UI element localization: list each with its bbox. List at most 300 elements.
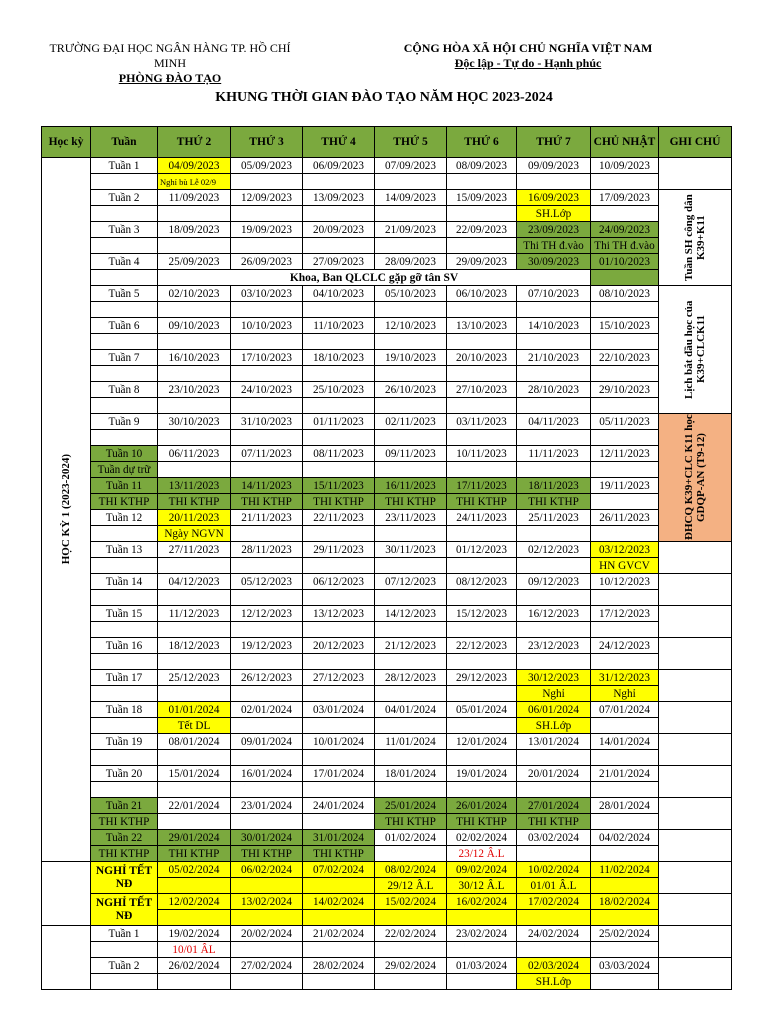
- table-subrow: [42, 462, 732, 478]
- sub-cell: [231, 878, 303, 894]
- date-cell: 20/10/2023: [447, 350, 517, 366]
- date-cell: 18/10/2023: [303, 350, 375, 366]
- sub-cell: [375, 590, 447, 606]
- date-cell: 06/11/2023: [158, 446, 231, 462]
- sub-cell: [158, 974, 231, 990]
- date-cell: 20/01/2024: [517, 766, 591, 782]
- date-cell: 03/03/2024: [591, 958, 659, 974]
- sub-cell: [303, 910, 375, 926]
- sub-cell: SH.Lớp: [517, 718, 591, 734]
- sub-cell: [375, 942, 447, 958]
- sub-cell: [303, 654, 375, 670]
- date-cell: 26/11/2023: [591, 510, 659, 526]
- week-label: Tuần 13: [91, 542, 158, 558]
- date-cell: 27/02/2024: [231, 958, 303, 974]
- date-cell: 10/12/2023: [591, 574, 659, 590]
- sub-cell: [591, 846, 659, 862]
- date-cell: 16/12/2023: [517, 606, 591, 622]
- note-cell: [659, 702, 732, 734]
- table-row: [42, 926, 732, 942]
- col-semester: Học kỳ: [42, 127, 91, 158]
- sub-cell: [447, 526, 517, 542]
- sub-cell: [231, 366, 303, 382]
- week-sub: THI KTHP: [91, 814, 158, 830]
- table-row: [42, 254, 732, 270]
- date-cell: 08/01/2024: [158, 734, 231, 750]
- note-cell: [659, 158, 732, 190]
- table-row: [42, 382, 732, 398]
- sub-cell: [303, 526, 375, 542]
- week-sub: [91, 334, 158, 350]
- sub-cell: [517, 366, 591, 382]
- sub-cell: [517, 942, 591, 958]
- date-cell: 05/10/2023: [375, 286, 447, 302]
- date-cell: 28/11/2023: [231, 542, 303, 558]
- date-cell: 26/10/2023: [375, 382, 447, 398]
- table-subrow: [42, 782, 732, 798]
- date-cell: 02/10/2023: [158, 286, 231, 302]
- sub-cell: THI KTHP: [303, 846, 375, 862]
- date-cell: 06/10/2023: [447, 286, 517, 302]
- sub-cell: [591, 526, 659, 542]
- table-subrow: [42, 558, 732, 574]
- week-sub: [91, 238, 158, 254]
- date-cell: 07/10/2023: [517, 286, 591, 302]
- col-mon: THỨ 2: [158, 127, 231, 158]
- date-cell: 06/01/2024: [517, 702, 591, 718]
- sub-cell: [303, 622, 375, 638]
- sub-cell: [303, 238, 375, 254]
- date-cell: 04/09/2023: [158, 158, 231, 174]
- date-cell: 08/12/2023: [447, 574, 517, 590]
- sub-cell: [158, 302, 231, 318]
- week-label: Tuần 16: [91, 638, 158, 654]
- table-row: [42, 158, 732, 174]
- sub-cell: [517, 462, 591, 478]
- date-cell: 07/12/2023: [375, 574, 447, 590]
- date-cell: 15/10/2023: [591, 318, 659, 334]
- date-cell: 21/10/2023: [517, 350, 591, 366]
- date-cell: 20/12/2023: [303, 638, 375, 654]
- date-cell: 03/01/2024: [303, 702, 375, 718]
- note-cell: [659, 766, 732, 798]
- sub-cell: THI KTHP: [158, 846, 231, 862]
- sub-cell: [517, 846, 591, 862]
- sub-cell: [447, 686, 517, 702]
- col-thu: THỨ 5: [375, 127, 447, 158]
- sub-cell: [303, 366, 375, 382]
- note-cell: [659, 926, 732, 958]
- date-cell: 01/12/2023: [447, 542, 517, 558]
- date-cell: 31/01/2024: [303, 830, 375, 846]
- date-cell: 11/01/2024: [375, 734, 447, 750]
- sub-cell: [231, 558, 303, 574]
- note-cell: [659, 958, 732, 990]
- sub-cell: [517, 398, 591, 414]
- week-sub: [91, 974, 158, 990]
- table-row: [42, 542, 732, 558]
- date-cell: 10/02/2024: [517, 862, 591, 878]
- date-cell: 22/12/2023: [447, 638, 517, 654]
- date-cell: 30/11/2023: [375, 542, 447, 558]
- sub-cell: THI KTHP: [375, 814, 447, 830]
- sub-cell: [447, 334, 517, 350]
- sub-cell: [158, 814, 231, 830]
- sub-cell: [591, 270, 659, 286]
- date-cell: 17/02/2024: [517, 894, 591, 910]
- note-cell: [659, 606, 732, 638]
- sub-cell: [591, 334, 659, 350]
- table-subrow: [42, 942, 732, 958]
- sub-cell: [447, 718, 517, 734]
- sub-cell: [517, 334, 591, 350]
- sub-cell: [231, 782, 303, 798]
- date-cell: 28/02/2024: [303, 958, 375, 974]
- week-sub: [91, 718, 158, 734]
- sub-cell: [447, 910, 517, 926]
- date-cell: 06/09/2023: [303, 158, 375, 174]
- date-cell: 14/12/2023: [375, 606, 447, 622]
- semester-label-cell: [42, 158, 91, 862]
- date-cell: 22/02/2024: [375, 926, 447, 942]
- sub-cell: [158, 334, 231, 350]
- date-cell: 25/12/2023: [158, 670, 231, 686]
- sub-cell: [375, 430, 447, 446]
- date-cell: 03/11/2023: [447, 414, 517, 430]
- week-label: Tuần 18: [91, 702, 158, 718]
- sub-cell: [447, 398, 517, 414]
- note-cell: [659, 542, 732, 574]
- week-label: Tuần 21: [91, 798, 158, 814]
- table-row: [42, 702, 732, 718]
- table-subrow: [42, 238, 732, 254]
- sub-cell: [303, 302, 375, 318]
- sub-cell: [303, 942, 375, 958]
- date-cell: 23/01/2024: [231, 798, 303, 814]
- date-cell: 29/11/2023: [303, 542, 375, 558]
- date-cell: 31/12/2023: [591, 670, 659, 686]
- sub-cell: [375, 750, 447, 766]
- week-label: Tuần 14: [91, 574, 158, 590]
- note-cell: [659, 286, 732, 414]
- date-cell: 19/12/2023: [231, 638, 303, 654]
- sub-cell: [375, 398, 447, 414]
- date-cell: 21/11/2023: [231, 510, 303, 526]
- date-cell: 29/01/2024: [158, 830, 231, 846]
- date-cell: 27/11/2023: [158, 542, 231, 558]
- sub-cell: [591, 622, 659, 638]
- col-notes: GHI CHÚ: [659, 127, 732, 158]
- sub-cell: THI KTHP: [231, 494, 303, 510]
- date-cell: 23/11/2023: [375, 510, 447, 526]
- week-label: Tuần 5: [91, 286, 158, 302]
- sub-cell: [231, 526, 303, 542]
- date-cell: 17/10/2023: [231, 350, 303, 366]
- date-cell: 01/10/2023: [591, 254, 659, 270]
- date-cell: 14/02/2024: [303, 894, 375, 910]
- week-sub: [91, 302, 158, 318]
- table-subrow: [42, 174, 732, 190]
- sub-cell: [231, 750, 303, 766]
- date-cell: 09/11/2023: [375, 446, 447, 462]
- week-sub: [91, 270, 158, 286]
- sub-cell: [375, 334, 447, 350]
- note-cell: [659, 190, 732, 286]
- week-label: Tuần 6: [91, 318, 158, 334]
- sub-cell: [231, 238, 303, 254]
- sub-cell: [303, 174, 375, 190]
- tet-row: [42, 894, 732, 910]
- sub-cell: [591, 814, 659, 830]
- sub-cell: [517, 558, 591, 574]
- date-cell: 19/10/2023: [375, 350, 447, 366]
- sub-cell: [375, 622, 447, 638]
- col-fri: THỨ 6: [447, 127, 517, 158]
- date-cell: 14/10/2023: [517, 318, 591, 334]
- note-cell: [659, 638, 732, 670]
- page-title: KHUNG THỜI GIAN ĐÀO TẠO NĂM HỌC 2023-2024: [215, 90, 553, 105]
- date-cell: 13/12/2023: [303, 606, 375, 622]
- week-sub: [91, 366, 158, 382]
- sub-cell: [231, 718, 303, 734]
- date-cell: 22/01/2024: [158, 798, 231, 814]
- week-label: Tuần 2: [91, 190, 158, 206]
- date-cell: 08/11/2023: [303, 446, 375, 462]
- date-cell: 21/09/2023: [375, 222, 447, 238]
- date-cell: 10/10/2023: [231, 318, 303, 334]
- sub-cell: [447, 302, 517, 318]
- sub-cell: [375, 686, 447, 702]
- note-cell: [659, 734, 732, 766]
- sub-cell: [303, 430, 375, 446]
- sub-cell: [158, 878, 231, 894]
- sub-cell: [517, 654, 591, 670]
- note-cell: [659, 862, 732, 894]
- week-sub: THI KTHP: [91, 846, 158, 862]
- table-row: [42, 766, 732, 782]
- sub-cell: [591, 398, 659, 414]
- date-cell: 02/11/2023: [375, 414, 447, 430]
- sub-cell: Nghỉ bù Lễ 02/9: [158, 174, 231, 190]
- date-cell: 10/11/2023: [447, 446, 517, 462]
- sub-cell: [231, 174, 303, 190]
- sub-cell: [231, 686, 303, 702]
- date-cell: 20/02/2024: [231, 926, 303, 942]
- sub-cell: THI KTHP: [375, 494, 447, 510]
- sub-cell: [591, 942, 659, 958]
- date-cell: 07/11/2023: [231, 446, 303, 462]
- note-cell: [659, 574, 732, 606]
- semester2-cell: [42, 926, 91, 990]
- date-cell: 02/12/2023: [517, 542, 591, 558]
- semester-gap-cell: [42, 862, 91, 926]
- sub-cell: [375, 782, 447, 798]
- sub-cell: [158, 590, 231, 606]
- tet-row: [42, 862, 732, 878]
- sub-cell: [375, 910, 447, 926]
- date-cell: 12/10/2023: [375, 318, 447, 334]
- sub-cell: THI KTHP: [231, 846, 303, 862]
- sub-cell: Tết DL: [158, 718, 231, 734]
- table-subrow: [42, 590, 732, 606]
- table-row: [42, 734, 732, 750]
- sub-cell: 23/12 Â.L: [447, 846, 517, 862]
- sub-cell: [158, 686, 231, 702]
- sub-cell: [158, 398, 231, 414]
- sub-cell: [591, 366, 659, 382]
- date-cell: 14/01/2024: [591, 734, 659, 750]
- sub-cell: [447, 782, 517, 798]
- sub-cell: [375, 526, 447, 542]
- table-subrow: [42, 654, 732, 670]
- table-row: [42, 830, 732, 846]
- sub-cell: [375, 718, 447, 734]
- week-label: Tuần 10: [91, 446, 158, 462]
- sub-cell: [517, 302, 591, 318]
- table-subrow: [42, 814, 732, 830]
- sub-cell: [303, 334, 375, 350]
- date-cell: 25/09/2023: [158, 254, 231, 270]
- tet-label: NGHỈ TẾT NĐ: [91, 894, 158, 926]
- week-label: Tuần 2: [91, 958, 158, 974]
- date-cell: 05/02/2024: [158, 862, 231, 878]
- week-sub: [91, 174, 158, 190]
- sub-cell: [591, 494, 659, 510]
- sub-cell: [517, 526, 591, 542]
- date-cell: 23/02/2024: [447, 926, 517, 942]
- date-cell: 05/12/2023: [231, 574, 303, 590]
- date-cell: 11/11/2023: [517, 446, 591, 462]
- note-cell: [659, 798, 732, 830]
- date-cell: 07/09/2023: [375, 158, 447, 174]
- week-sub: [91, 654, 158, 670]
- sub-cell: Thi TH đ.vào: [591, 238, 659, 254]
- week-label: Tuần 3: [91, 222, 158, 238]
- sub-cell: [303, 718, 375, 734]
- date-cell: 01/01/2024: [158, 702, 231, 718]
- sub-cell: [303, 878, 375, 894]
- date-cell: 12/02/2024: [158, 894, 231, 910]
- table-row: [42, 286, 732, 302]
- sub-cell: [231, 654, 303, 670]
- date-cell: 25/11/2023: [517, 510, 591, 526]
- date-cell: 30/10/2023: [158, 414, 231, 430]
- date-cell: 28/01/2024: [591, 798, 659, 814]
- header-left: [40, 41, 300, 86]
- sub-cell: [158, 750, 231, 766]
- sub-cell: [158, 462, 231, 478]
- sub-cell: [375, 366, 447, 382]
- sub-cell: THI KTHP: [447, 494, 517, 510]
- sub-cell: [158, 910, 231, 926]
- date-cell: 17/09/2023: [591, 190, 659, 206]
- sub-cell: [158, 238, 231, 254]
- sub-cell: [303, 590, 375, 606]
- week-sub: Tuần dự trữ: [91, 462, 158, 478]
- date-cell: 01/03/2024: [447, 958, 517, 974]
- sub-cell: [231, 206, 303, 222]
- table-subrow: [42, 302, 732, 318]
- date-cell: 04/02/2024: [591, 830, 659, 846]
- week-label: Tuần 20: [91, 766, 158, 782]
- sub-cell: [447, 590, 517, 606]
- sub-cell: [231, 974, 303, 990]
- sub-cell: [375, 174, 447, 190]
- week-label: Tuần 9: [91, 414, 158, 430]
- week-label: Tuần 4: [91, 254, 158, 270]
- date-cell: 12/11/2023: [591, 446, 659, 462]
- date-cell: 15/01/2024: [158, 766, 231, 782]
- date-cell: 13/09/2023: [303, 190, 375, 206]
- table-row: [42, 574, 732, 590]
- week-sub: [91, 558, 158, 574]
- date-cell: 12/01/2024: [447, 734, 517, 750]
- sub-cell: [591, 430, 659, 446]
- date-cell: 22/11/2023: [303, 510, 375, 526]
- date-cell: 18/02/2024: [591, 894, 659, 910]
- table-subrow: [42, 494, 732, 510]
- date-cell: 25/01/2024: [375, 798, 447, 814]
- sub-cell: [158, 430, 231, 446]
- table-row: [42, 414, 732, 430]
- date-cell: 23/09/2023: [517, 222, 591, 238]
- national-motto: Độc lập - Tự do - Hạnh phúc: [454, 56, 602, 70]
- date-cell: 11/09/2023: [158, 190, 231, 206]
- sub-cell: [591, 878, 659, 894]
- col-sun: CHỦ NHẬT: [591, 127, 659, 158]
- date-cell: 05/11/2023: [591, 414, 659, 430]
- sub-cell: [303, 398, 375, 414]
- table-row: [42, 446, 732, 462]
- sub-cell: [231, 334, 303, 350]
- sub-cell: [231, 622, 303, 638]
- date-cell: 29/10/2023: [591, 382, 659, 398]
- date-cell: 14/11/2023: [231, 478, 303, 494]
- date-cell: 24/11/2023: [447, 510, 517, 526]
- week-sub: [91, 686, 158, 702]
- sub-cell: [231, 814, 303, 830]
- date-cell: 15/12/2023: [447, 606, 517, 622]
- week-label: Tuần 12: [91, 510, 158, 526]
- sub-cell: [591, 910, 659, 926]
- date-cell: 08/02/2024: [375, 862, 447, 878]
- date-cell: 16/11/2023: [375, 478, 447, 494]
- date-cell: 18/11/2023: [517, 478, 591, 494]
- tet-label: NGHỈ TẾT NĐ: [91, 862, 158, 894]
- date-cell: 25/02/2024: [591, 926, 659, 942]
- sub-cell: [231, 302, 303, 318]
- week-label: Tuần 17: [91, 670, 158, 686]
- date-cell: 12/09/2023: [231, 190, 303, 206]
- sub-cell: Nghỉ: [591, 686, 659, 702]
- sub-cell: [591, 718, 659, 734]
- date-cell: 07/01/2024: [591, 702, 659, 718]
- week-sub: [91, 590, 158, 606]
- week-label: Tuần 1: [91, 158, 158, 174]
- date-cell: 27/10/2023: [447, 382, 517, 398]
- sub-cell: THI KTHP: [158, 494, 231, 510]
- col-sat: THỨ 7: [517, 127, 591, 158]
- table-subrow: [42, 718, 732, 734]
- national-title: CỘNG HÒA XÃ HỘI CHỦ NGHĨA VIỆT NAM: [403, 41, 653, 55]
- table-header-row: [42, 127, 732, 158]
- date-cell: 13/10/2023: [447, 318, 517, 334]
- date-cell: 24/12/2023: [591, 638, 659, 654]
- table-subrow: [42, 750, 732, 766]
- table-subrow: [42, 398, 732, 414]
- table-subrow: [42, 206, 732, 222]
- date-cell: 17/11/2023: [447, 478, 517, 494]
